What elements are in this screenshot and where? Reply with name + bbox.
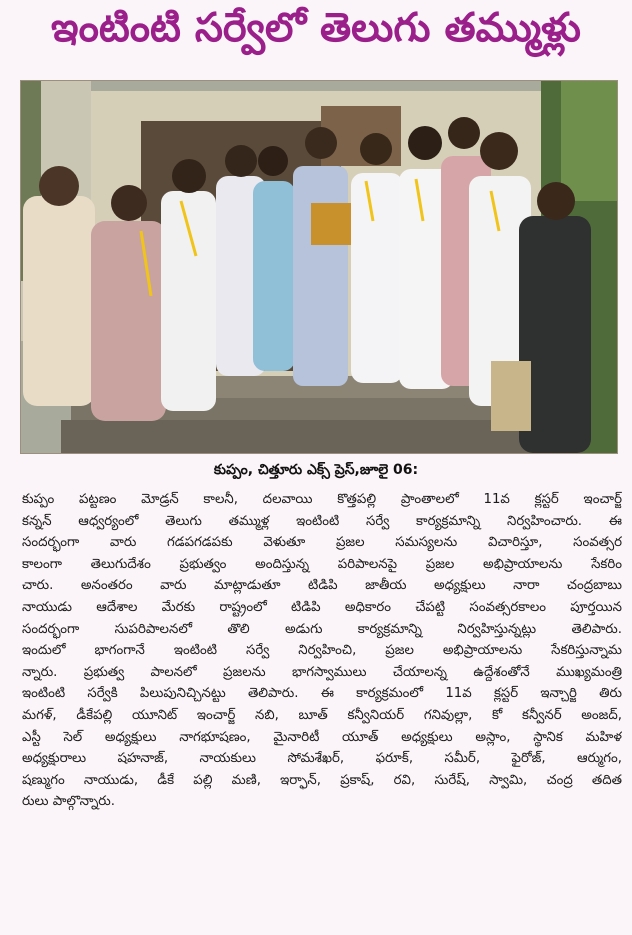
body-line: షణ్ముగం నాయుడు, డీకే పల్లి మణి, ఇర్ఫాన్, ప్రకాష్, రవి, సురేష్, స్వామి, చంద్ర తదిత: [22, 772, 622, 788]
article-body: [22, 489, 622, 813]
body-line: ఎస్టీ సెల్ అధ్యక్షులు నాగభూషణం, మైనారిటీ యూత్ అధ్యక్షులు అస్లాం, స్థానిక మహిళ: [22, 729, 622, 745]
body-line: కాలంగా తెలుగుదేశం ప్రభుత్వం అందిస్తున్న పరిపాలనపై ప్రజల అభిప్రాయాలను సేకరిం: [22, 556, 622, 572]
body-line: ఇందులో భాగంగానే ఇంటింటి సర్వే నిర్వహించి, ప్రజల అభిప్రాయాలను సేకరిస్తున్నామ: [22, 643, 622, 659]
body-line: మగళ్, డీకేపల్లి యూనిట్ ఇంచార్జ్ నబి, బూత్ కన్వీనియర్ గనివుల్లా, కో కన్వీనర్ అంజద్,: [22, 707, 622, 723]
body-line: కన్నన్ ఆధ్వర్యంలో తెలుగు తమ్ముళ్ల ఇంటింటి సర్వే కార్యక్రమాన్ని నిర్వహించారు. ఈ: [22, 513, 622, 529]
headline: ఇంటింటి సర్వేలో తెలుగు తమ్ముళ్లు: [51, 5, 581, 51]
body-line: సందర్భంగా వారు గడపగడపకు వెళుతూ ప్రజల సమస్యలను విచారిస్తూ, సంవత్సర: [22, 535, 622, 551]
body-line: కుప్పం పట్టణం మోడ్రన్ కాలనీ, దలవాయి కొత్తపల్లి ప్రాంతాలలో 11వ క్లస్టర్ ఇంచార్జ్: [22, 492, 622, 507]
body-line: ఇంటింటి సర్వేకి పిలుపునిచ్చినట్టు తెలిపారు. ఈ కార్యక్రమంలో 11వ క్లస్టర్ ఇన్చార్జి తిరు: [22, 686, 622, 702]
body-line: రులు పాల్గొన్నారు.: [22, 794, 116, 810]
body-line: చారు. అనంతరం వారు మాట్లాడుతూ టిడిపి జాతీయ అధ్యక్షులు నారా చంద్రబాబు: [22, 578, 622, 594]
body-line: అధ్యక్షురాలు షహనాజ్, నాయకులు సోమశేఖర్, ఫరూక్, సమీర్, ఫైరోజ్, ఆర్ముగం,: [22, 751, 622, 767]
body-line: న్నారు. ప్రభుత్వ పాలనలో ప్రజలను భాగస్వాములు చేయాలన్న ఉద్దేశంతోనే ముఖ్యమంత్రి: [22, 664, 622, 680]
body-line: నాయుడు ఆదేశాల మేరకు రాష్ట్రంలో టిడిపి అధికారం చేపట్టి సంవత్సరకాలం పూర్తయిన: [22, 599, 622, 615]
dateline: కుప్పం, చిత్తూరు ఎక్స్ ప్రెస్,జూలై 06:: [213, 462, 419, 478]
news-photo: [20, 80, 618, 454]
body-line: సందర్భంగా సుపరిపాలనలో తొలి అడుగు కార్యక్రమాన్ని నిర్వహిస్తున్నట్లు తెలిపారు.: [22, 621, 622, 637]
